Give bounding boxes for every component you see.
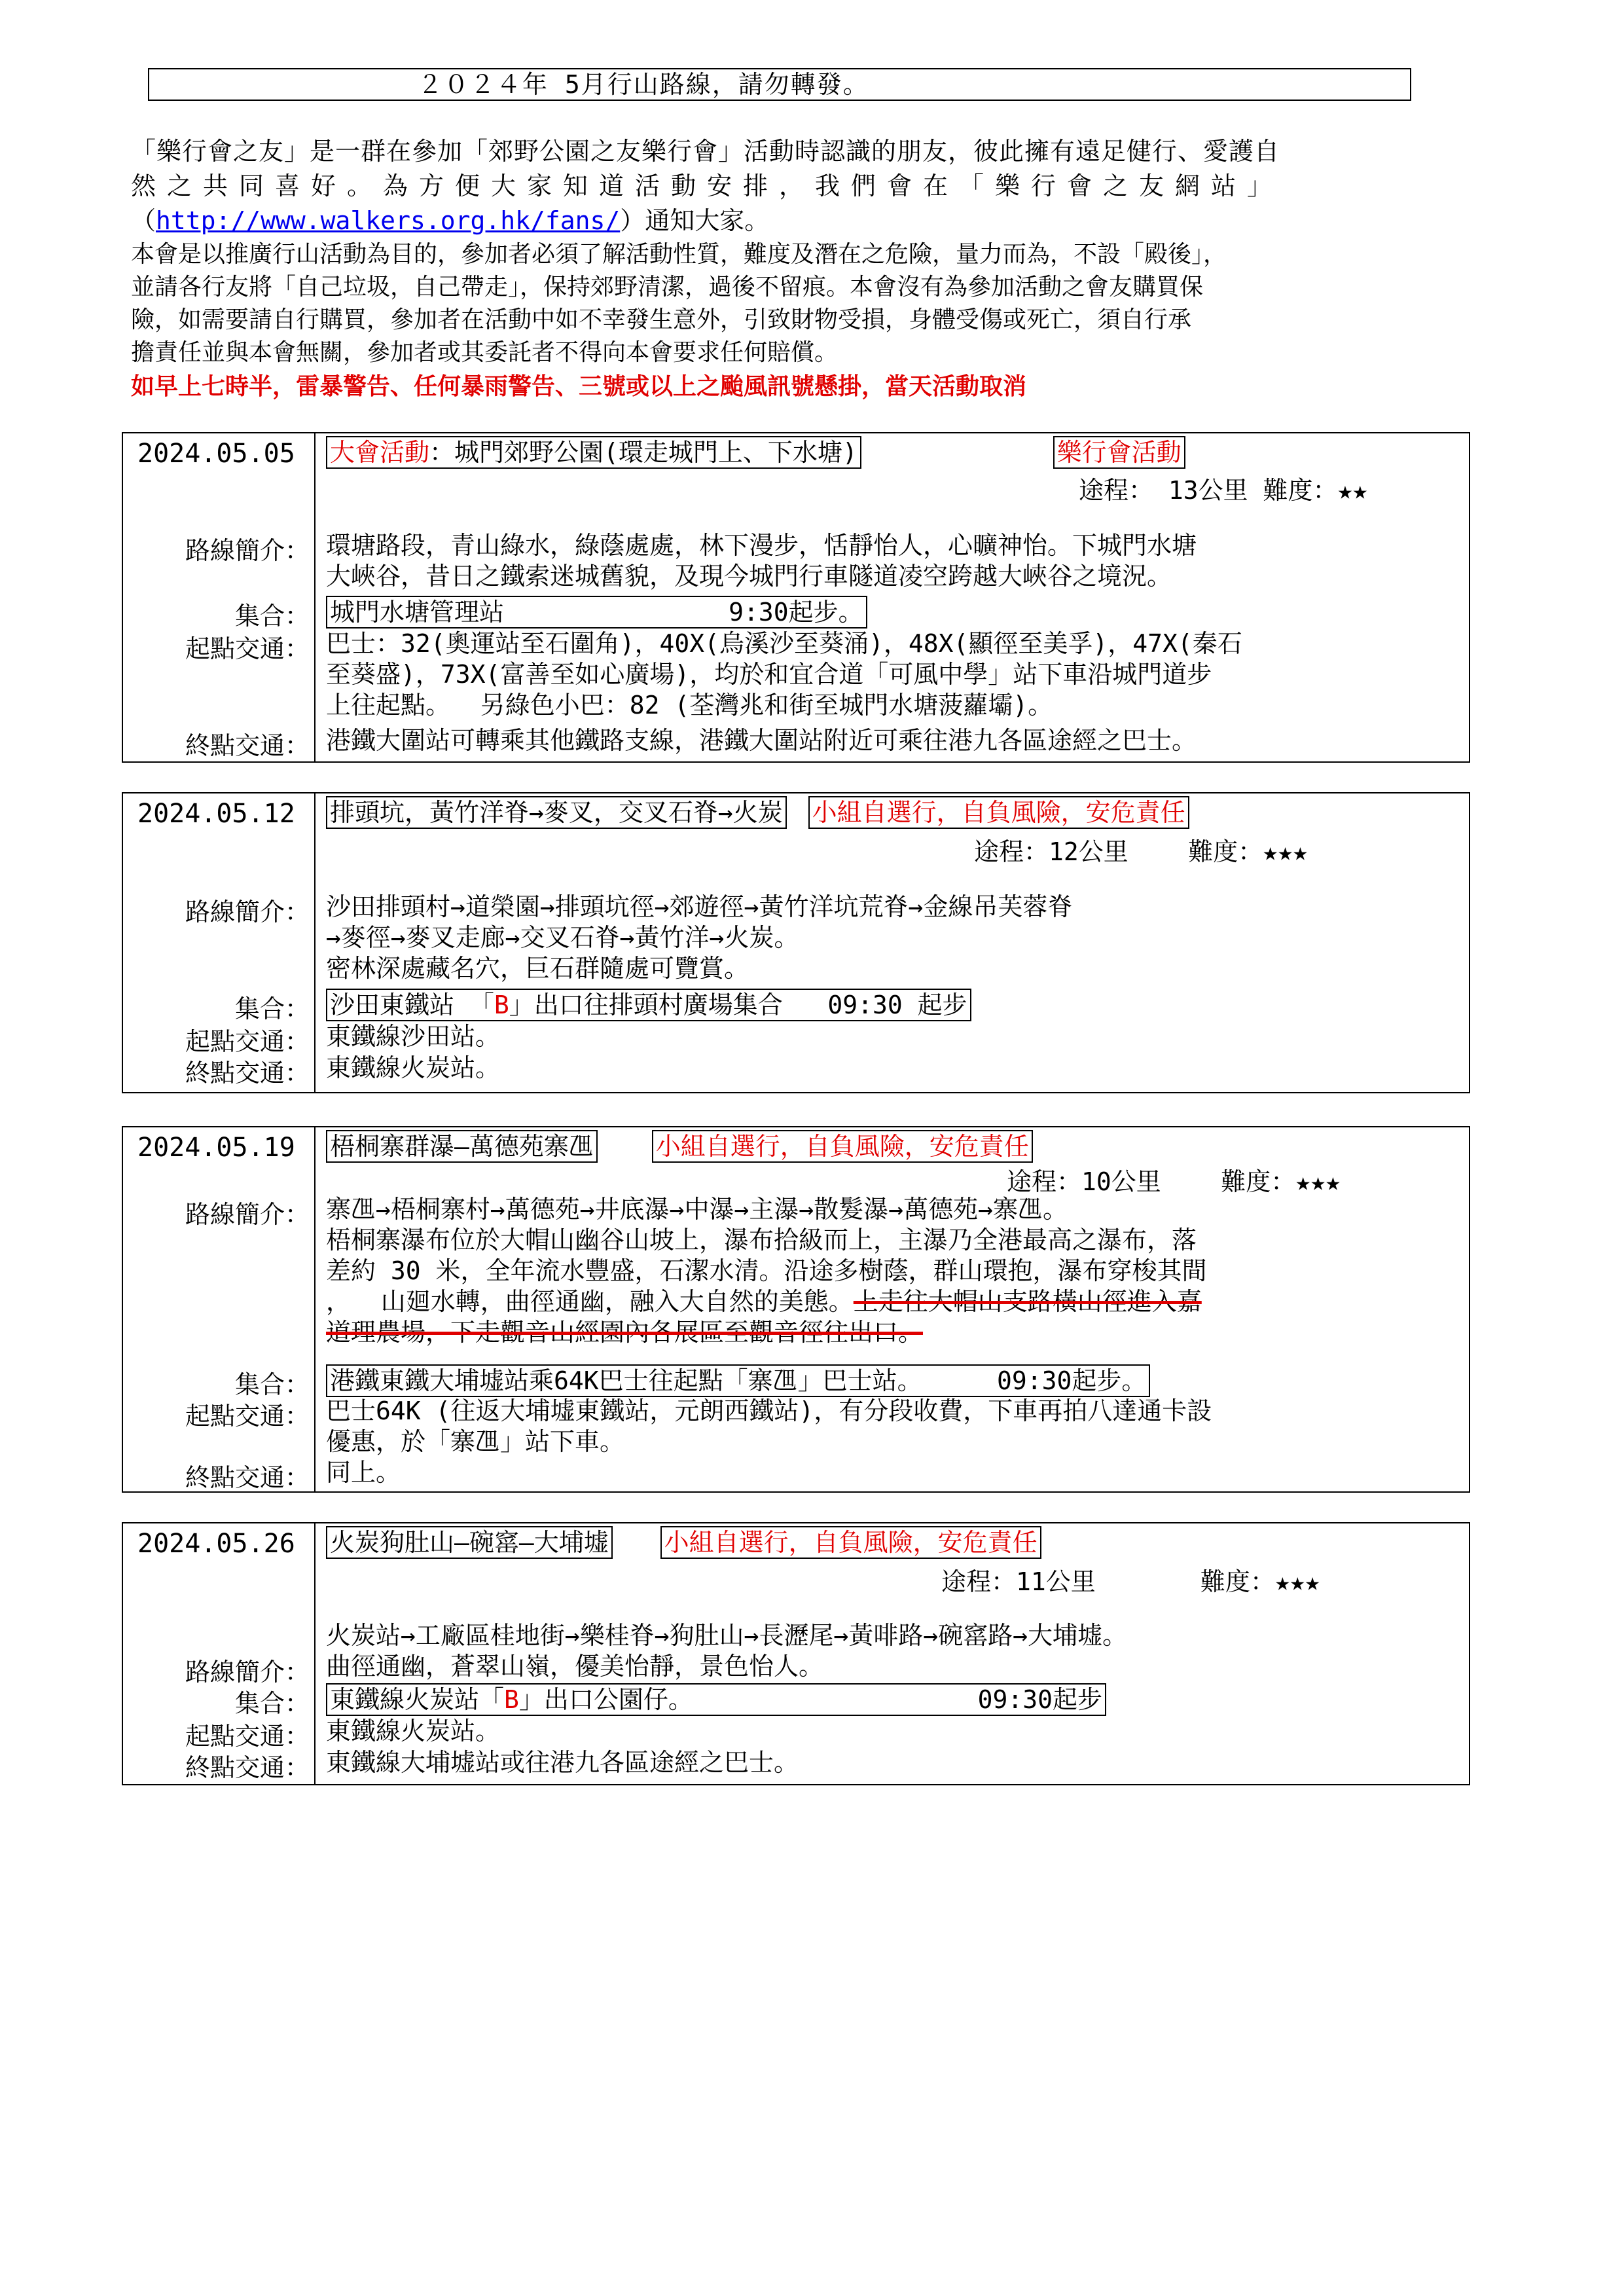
route-date: 2024.05.26 — [137, 1529, 295, 1559]
route-title: 排頭坑，黃竹洋脊→麥叉，交叉石脊→火炭 — [326, 796, 787, 829]
route-intro — [326, 1194, 1465, 1348]
intro-text: ）通知大家。 — [620, 206, 770, 235]
divider — [314, 1523, 316, 1784]
end-transport — [326, 1457, 1465, 1488]
weather-warning: 如早上七時半，雷暴警告、任何暴雨警告、三號或以上之颱風訊號懸掛，當天活動取消 — [131, 373, 1027, 400]
label: 集合： — [234, 1370, 310, 1399]
struck-text: 道理農場，下走觀音山經園內各展區至觀音徑往出口。 — [326, 1318, 924, 1347]
label: 起點交通： — [185, 1027, 310, 1056]
intro-text: 梧桐寨瀑布位於大帽山幽谷山坡上，瀑布拾級而上，主瀑乃全港最高之瀑布，落 — [326, 1226, 1197, 1254]
route-stats — [974, 831, 1308, 867]
distance: 途程：11公里 難度： — [941, 1567, 1275, 1596]
difficulty-stars: ★★★ — [1274, 1567, 1320, 1596]
meet-part: 」出口公園仔。 09:30起步 — [518, 1685, 1102, 1714]
route-header — [326, 1526, 1041, 1559]
label: 集合： — [234, 1689, 310, 1718]
divider — [314, 433, 316, 761]
end-transport — [326, 1747, 1465, 1778]
distance: 途程：10公里 難度： — [1007, 1167, 1296, 1196]
intro-line — [131, 204, 1506, 238]
transport-text: 東鐵線沙田站。 — [326, 1022, 501, 1051]
meet-info — [326, 1683, 1465, 1716]
difficulty-stars: ★★★ — [1263, 837, 1308, 866]
label: 起點交通： — [185, 1402, 310, 1430]
struck-text: 上走往大帽山支路橫山徑進入嘉 — [853, 1287, 1202, 1316]
meet-part: 」出口往排頭村廣場集合 09:30 起步 — [509, 991, 967, 1019]
intro-text: 密林深處藏名穴，巨石群隨處可覽賞。 — [326, 954, 749, 983]
transport-text: 巴士64K (往返大埔墟東鐵站，元朗西鐵站)，有分段收費，下車再拍八達通卡設 — [326, 1396, 1212, 1425]
route-intro — [326, 1620, 1465, 1682]
meet-text: 城門水塘管理站 9:30起步。 — [326, 596, 867, 629]
transport-text: 至葵盛)，73X(富善至如心廣場)，均於和宜合道「可風中學」站下車沿城門道步 — [326, 660, 1212, 689]
transport-text: 東鐵線火炭站。 — [326, 1053, 501, 1082]
intro-line: 然之共同喜好。為方便大家知道活動安排，我們會在「樂行會之友網站」 — [131, 172, 1284, 200]
route-stats — [941, 1561, 1320, 1597]
transport-text: 港鐵大圍站可轉乘其他鐵路支線，港鐵大圍站附近可乘往港九各區途經之巴士。 — [326, 726, 1197, 755]
route-card — [122, 792, 1470, 1093]
label: 終點交通： — [185, 1059, 310, 1087]
meet-text — [326, 1683, 1106, 1716]
transport-text: 巴士：32(奧運站至石圍角)，40X(烏溪沙至葵涌)，48X(顯徑至美孚)，47X(秦石 — [326, 629, 1242, 658]
page-title: ２０２４年 5月行山路線，請勿轉發。 — [148, 68, 1411, 101]
exit-letter: B — [494, 991, 509, 1019]
intro-section — [131, 134, 1506, 404]
transport-text: 優惠，於「寨乪」站下車。 — [326, 1427, 625, 1456]
route-title-box — [326, 436, 861, 469]
route-date: 2024.05.19 — [137, 1133, 295, 1163]
disclaimer-line: 險，如需要請自行購買，參加者在活動中如不幸發生意外，引致財物受損，身體受傷或死亡，須自行承 — [131, 306, 1192, 333]
disclaimer-line: 並請各行友將「自己垃圾，自己帶走」，保持郊野清潔，過後不留痕。本會沒有為參加活動之會友購買保 — [131, 274, 1204, 301]
end-transport — [326, 725, 1465, 756]
disclaimer-line: 本會是以推廣行山活動為目的，參加者必須了解活動性質，難度及潛在之危險，量力而為，不設「殿後」， — [131, 241, 1227, 268]
transport-text: 上往起點。 另綠色小巴：82 (荃灣兆和街至城門水塘菠蘿壩)。 — [326, 691, 1053, 720]
route-card — [122, 432, 1470, 763]
meet-part: 沙田東鐵站 「 — [330, 991, 494, 1019]
intro-text: 曲徑通幽，蒼翠山嶺，優美怡靜，景色怡人。 — [326, 1652, 824, 1681]
route-date: 2024.05.05 — [137, 439, 295, 469]
label: 終點交通： — [185, 1753, 310, 1782]
event-badge: 小組自選行，自負風險，安危責任 — [808, 796, 1189, 829]
intro-text — [326, 1286, 1465, 1317]
start-transport — [326, 1021, 1465, 1052]
start-transport — [326, 629, 1465, 721]
start-transport — [326, 1716, 1465, 1747]
route-card — [122, 1522, 1470, 1785]
intro-text: 大峽谷，昔日之鐵索迷城舊貌，及現今城門行車隧道凌空跨越大峽谷之境況。 — [326, 562, 1172, 591]
route-intro — [326, 530, 1465, 592]
transport-text: 東鐵線大埔墟站或往港九各區途經之巴士。 — [326, 1748, 799, 1777]
start-transport — [326, 1396, 1465, 1457]
meet-info — [326, 989, 1465, 1021]
exit-letter: B — [504, 1685, 519, 1714]
difficulty-stars: ★★ — [1337, 476, 1368, 505]
event-badge: 小組自選行，自負風險，安危責任 — [660, 1526, 1041, 1559]
route-header — [326, 796, 1189, 829]
meet-info — [326, 596, 1465, 629]
label: 集合： — [234, 602, 310, 630]
route-stats — [1079, 470, 1367, 506]
intro-text: 差約 30 米，全年流水豐盛，石潔水清。沿途多樹蔭，群山環抱，瀑布穿梭其間 — [326, 1256, 1207, 1285]
label: 路線簡介： — [185, 536, 310, 565]
intro-text: 沙田排頭村→道榮園→排頭坑徑→郊遊徑→黃竹洋坑荒脊→金線吊芙蓉脊 — [326, 892, 1073, 921]
event-badge: 樂行會活動 — [1053, 436, 1185, 469]
distance: 途程： 13公里 難度： — [1079, 476, 1338, 505]
intro-text: →麥徑→麥叉走廊→交叉石脊→黃竹洋→火炭。 — [326, 923, 799, 952]
route-header — [326, 436, 1185, 469]
event-badge: 小組自選行，自負風險，安危責任 — [652, 1130, 1033, 1163]
label: 終點交通： — [185, 1463, 310, 1492]
meet-text — [326, 989, 971, 1021]
meet-part: 東鐵線火炭站「 — [330, 1685, 505, 1714]
transport-text: 東鐵線火炭站。 — [326, 1717, 501, 1745]
paren-open: （ — [131, 206, 156, 235]
route-title: 梧桐寨群瀑—萬德苑寨乪 — [326, 1130, 598, 1163]
divider — [314, 1127, 316, 1491]
route-intro — [326, 892, 1465, 984]
intro-part: ， 山廻水轉，曲徑通幽，融入大自然的美態。 — [326, 1287, 854, 1316]
route-card — [122, 1126, 1470, 1493]
event-tag: 大會活動 — [330, 438, 430, 467]
disclaimer-line: 擔責任並與本會無關，參加者或其委託者不得向本會要求任何賠償。 — [131, 339, 839, 366]
meet-info — [326, 1364, 1465, 1397]
route-header — [326, 1130, 1033, 1163]
difficulty-stars: ★★★ — [1295, 1167, 1341, 1196]
route-title: 火炭狗肚山—碗窰—大埔墟 — [326, 1526, 613, 1559]
divider — [314, 793, 316, 1092]
intro-text: 環塘路段，青山綠水，綠蔭處處，林下漫步，恬靜怡人，心曠神怡。下城門水塘 — [326, 531, 1197, 560]
route-date: 2024.05.12 — [137, 799, 295, 829]
label: 起點交通： — [185, 1722, 310, 1751]
label: 路線簡介： — [185, 1658, 310, 1686]
route-stats — [1007, 1161, 1341, 1197]
website-link[interactable]: http://www.walkers.org.hk/fans/ — [156, 206, 621, 235]
label: 起點交通： — [185, 634, 310, 663]
distance: 途程：12公里 難度： — [974, 837, 1263, 866]
intro-text: 火炭站→工廠區桂地街→樂桂脊→狗肚山→長瀝尾→黃啡路→碗窰路→大埔墟。 — [326, 1621, 1128, 1650]
transport-text: 同上。 — [326, 1458, 401, 1487]
route-title: ：城門郊野公園(環走城門上、下水塘) — [429, 438, 857, 467]
label: 終點交通： — [185, 731, 310, 760]
meet-text: 港鐵東鐵大埔墟站乘64K巴士往起點「寨乪」巴士站。 09:30起步。 — [326, 1364, 1150, 1397]
end-transport — [326, 1053, 1465, 1084]
intro-line: 「樂行會之友」是一群在參加「郊野公園之友樂行會」活動時認識的朋友，彼此擁有遠足健行、愛護自 — [131, 137, 1280, 166]
label: 路線簡介： — [185, 1200, 310, 1229]
intro-text: 寨乪→梧桐寨村→萬德苑→井底瀑→中瀑→主瀑→散髮瀑→萬德苑→寨乪。 — [326, 1195, 1068, 1224]
label: 路線簡介： — [185, 898, 310, 926]
label: 集合： — [234, 994, 310, 1023]
